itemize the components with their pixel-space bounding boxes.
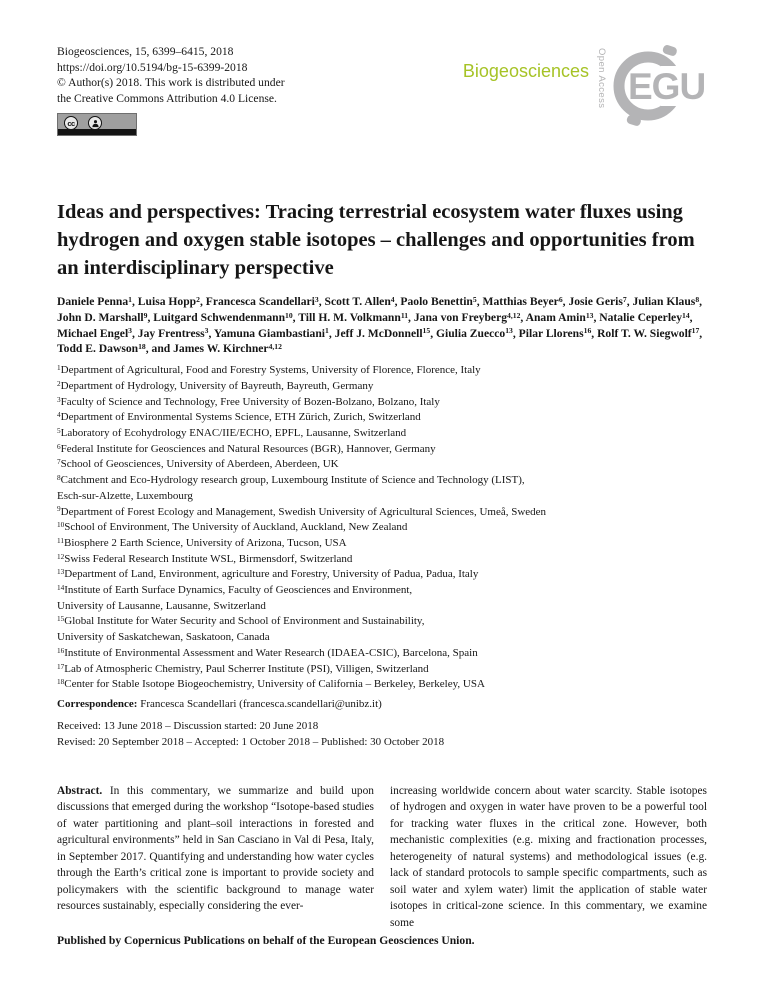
author: Daniele Penna$^1$, (57, 294, 138, 308)
cc-icon: cc (64, 116, 78, 130)
abstract-label: Abstract. (57, 784, 103, 797)
author: Jay Frentress$^3$, (137, 326, 214, 340)
affiliation-sup: 1 (57, 364, 61, 373)
author: Francesca Scandellari$^3$, (205, 294, 325, 308)
affiliation-sup: 13 (57, 568, 65, 577)
author-affiliation-sup: 7 (622, 294, 627, 304)
author: Giulia Zuecco$^{13}$, (435, 326, 519, 340)
abstract-text-1: In this commentary, we summarize and build upon discussions that emerged during the workshop “Isotope-based studies of water partitioning and plant–soil interactions in forested and agricultural environments” held in San Casciano in Val di Pesa, Italy, in September 2017. Quantifying and understanding how water cycles through the Earth’s critical zone is important to provide society and policymakers with the scientific background to manage water resources sustainably, especially considering the ever- (57, 784, 374, 913)
journal-logos (463, 44, 707, 137)
affiliation: $^{12}$Swiss Federal Research Institute WSL, Birmensdorf, Switzerland (57, 552, 353, 565)
author: Luisa Hopp$^2$, (137, 294, 206, 308)
author-affiliation-sup: 9 (143, 310, 148, 320)
egu-logo-icon (611, 40, 707, 137)
affiliation: $^{13}$Department of Land, Environment, agriculture and Forestry, University of Padua, Padua, Italy (57, 568, 479, 581)
author-affiliation-sup: 10 (285, 310, 293, 320)
author-affiliation-sup: 4,12 (268, 342, 282, 352)
header-meta (57, 44, 285, 106)
affiliation-sup: 10 (57, 521, 65, 530)
header-line: © Author(s) 2018. This work is distributed under (57, 76, 285, 90)
author-affiliation-sup: 3 (204, 326, 209, 336)
author: Matthias Beyer$^6$, (482, 294, 569, 308)
publisher-footer: Published by Copernicus Publications on behalf of the European Geosciences Union. (57, 934, 475, 947)
author: and James W. Kirchner$^{4,12}$ (151, 342, 282, 356)
affiliation-sup: 14 (57, 583, 65, 592)
abstract-column-1 (57, 783, 374, 931)
affiliation-sup: 11 (57, 536, 64, 545)
affiliation-sup: 4 (57, 411, 61, 420)
author-affiliation-sup: 3 (314, 294, 319, 304)
affiliation: $^{14}$Institute of Earth Surface Dynamics, Faculty of Geosciences and Environment, University of Lausanne, Lausanne, Switzerland (57, 583, 413, 612)
author: Michael Engel$^3$, (57, 326, 138, 340)
cc-badge-strip (58, 129, 136, 135)
author-affiliation-sup: 4 (390, 294, 395, 304)
header-left (57, 44, 285, 136)
affiliation: $^5$Laboratory of Ecohydrology ENAC/IIE/ECHO, EPFL, Lausanne, Switzerland (57, 426, 407, 439)
author-affiliation-sup: 18 (138, 342, 146, 352)
author: Anam Amin$^{13}$, (525, 310, 600, 324)
author: Jeff J. McDonnell$^{15}$, (334, 326, 436, 340)
abstract-section (57, 783, 707, 931)
author: Rolf T. W. Siegwolf$^{17}$, (597, 326, 703, 340)
author-affiliation-sup: 8 (695, 294, 700, 304)
affiliation: $^{15}$Global Institute for Water Security and School of Environment and Sustainability, University of Saskatchewan, Saskatoon, Canada (57, 615, 425, 644)
affiliation: $^1$Department of Agricultural, Food and Forestry Systems, University of Florence, Florence, Italy (57, 364, 481, 377)
author: Julian Klaus$^8$, (632, 294, 703, 308)
cc-license-badge (57, 113, 137, 136)
journal-name-logo: Biogeosciences (462, 61, 589, 81)
correspondence-label: Correspondence: (57, 697, 138, 710)
affiliation-sup: 7 (57, 458, 61, 467)
affiliation-sup: 16 (57, 646, 65, 655)
page-header (57, 44, 707, 137)
affiliation-sup: 17 (57, 662, 65, 671)
correspondence-text: Francesca Scandellari (francesca.scandellari@unibz.it) (137, 697, 382, 710)
author-affiliation-sup: 11 (400, 310, 409, 320)
affiliation-sup: 18 (57, 678, 65, 687)
affiliation: $^6$Federal Institute for Geosciences and Natural Resources (BGR), Hannover, Germany (57, 442, 436, 455)
author: Jana von Freyberg$^{4,12}$, (413, 310, 526, 324)
header-line: the Creative Commons Attribution 4.0 License. (57, 91, 277, 105)
author-affiliation-sup: 17 (691, 326, 700, 336)
affiliation: $^3$Faculty of Science and Technology, Free University of Bozen-Bolzano, Bolzano, Italy (57, 395, 440, 408)
affiliation-sup: 5 (57, 426, 61, 435)
abstract-column-2 (390, 783, 707, 931)
affiliation: $^{17}$Lab of Atmospheric Chemistry, Paul Scherrer Institute (PSI), Villigen, Switzerland (57, 662, 429, 675)
author-affiliation-sup: 16 (583, 326, 592, 336)
affiliation-sup: 6 (57, 442, 61, 451)
author: John D. Marshall$^9$, (57, 310, 154, 324)
affiliation-sup: 3 (57, 395, 61, 404)
author-list (57, 294, 707, 357)
author: Josie Geris$^7$, (568, 294, 633, 308)
affiliation: $^2$Department of Hydrology, University of Bayreuth, Bayreuth, Germany (57, 379, 374, 392)
header-line: Biogeosciences, 15, 6399–6415, 2018 (57, 45, 234, 58)
affiliation-list (57, 363, 707, 693)
author: Natalie Ceperley$^{14}$, (599, 310, 693, 324)
affiliation-sup: 12 (57, 552, 65, 561)
author: Scott T. Allen$^4$, (324, 294, 401, 308)
author-affiliation-sup: 15 (422, 326, 431, 336)
author-affiliation-sup: 1 (128, 294, 132, 304)
egu-logo-text: EGU (628, 66, 706, 107)
person-icon (88, 116, 102, 130)
author-affiliation-sup: 13 (585, 310, 594, 320)
author-affiliation-sup: 14 (682, 310, 690, 320)
revised-line: Revised: 20 September 2018 – Accepted: 1 October 2018 – Published: 30 October 2018 (57, 736, 445, 749)
affiliation-sup: 9 (57, 505, 61, 514)
author-affiliation-sup: 5 (472, 294, 477, 304)
affiliation: $^8$Catchment and Eco-Hydrology research group, Luxembourg Institute of Science and Technology (LIST), Esch-sur-Alzette, Luxembourg (57, 474, 525, 502)
paper-title: Ideas and perspectives: Tracing terrestrial ecosystem water fluxes using hydrogen and oxygen stable isotopes – challenges and opportunities from an interdisciplinary perspective (57, 201, 695, 279)
author-affiliation-sup: 4,12 (507, 310, 521, 320)
affiliation: $^{18}$Center for Stable Isotope Biogeochemistry, University of California – Berkeley, Berkeley, USA (57, 678, 485, 691)
affiliation: $^7$School of Geosciences, University of Aberdeen, Aberdeen, UK (57, 458, 339, 471)
affiliation: $^{10}$School of Environment, The University of Auckland, Auckland, New Zealand (57, 521, 408, 534)
author: Todd E. Dawson$^{18}$, (57, 342, 152, 356)
author-affiliation-sup: 3 (128, 326, 132, 336)
affiliation: $^4$Department of Environmental Systems Science, ETH Zürich, Zurich, Switzerland (57, 411, 421, 424)
open-access-label: Open Access (596, 48, 607, 109)
affiliation: $^{16}$Institute of Environmental Assessment and Water Research (IDAEA-CSIC), Barcelona, Spain (57, 646, 478, 659)
author: Paolo Benettin$^5$, (400, 294, 483, 308)
dates-block (57, 718, 707, 751)
affiliation: $^{11}$Biosphere 2 Earth Science, University of Arizona, Tucson, USA (57, 536, 347, 549)
author: Pilar Llorens$^{16}$, (518, 326, 598, 340)
abstract-text-2: increasing worldwide concern about water scarcity. Stable isotopes of hydrogen and oxygen in water have proven to be a powerful tool for tracking water fluxes in the critical zone. However, both mechanistic complexities (e.g. mixing and fractionation processes, heterogeneity of natural systems) and methodological issues (e.g. lack of standard protocols to sample specific compartments, such as soil water and xylem water) limit the application of stable water isotopes in critical-zone science. In this commentary, we examine some (390, 784, 707, 929)
affiliation-sup: 8 (57, 474, 61, 483)
received-line: Received: 13 June 2018 – Discussion started: 20 June 2018 (57, 719, 319, 732)
author: Yamuna Giambastiani$^1$, (213, 326, 335, 340)
author-affiliation-sup: 6 (558, 294, 563, 304)
author-affiliation-sup: 13 (505, 326, 513, 336)
author: Luitgard Schwendenmann$^{10}$, (153, 310, 299, 324)
author-affiliation-sup: 2 (196, 294, 200, 304)
affiliation: $^9$Department of Forest Ecology and Management, Swedish University of Agricultural Sciences, Umeå, Sweden (57, 505, 547, 518)
author: Till H. M. Volkmann$^{11}$, (298, 310, 414, 324)
header-line: https://doi.org/10.5194/bg-15-6399-2018 (57, 60, 248, 74)
correspondence-line (57, 698, 707, 710)
author-affiliation-sup: 1 (325, 326, 329, 336)
affiliation-sup: 15 (57, 615, 65, 624)
affiliation-sup: 2 (57, 379, 61, 388)
